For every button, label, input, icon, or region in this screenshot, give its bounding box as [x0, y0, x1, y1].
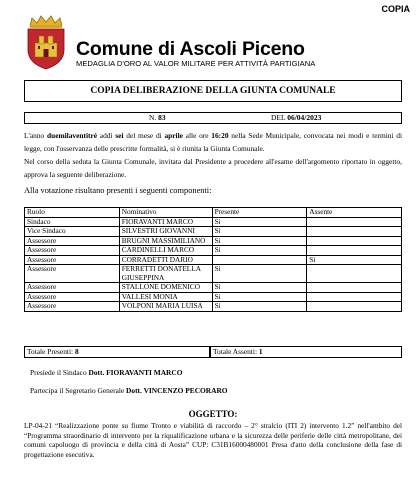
total-present: Totale Presenti: 8 [24, 346, 210, 358]
table-row [25, 265, 402, 283]
header-name: Nominativo [119, 208, 212, 218]
header-present: Presente [212, 208, 307, 218]
subject-title: OGGETTO: [188, 409, 238, 419]
intro-segment: sei [115, 131, 124, 140]
chair-line: Presiede il Sindaco Dott. FIORAVANTI MARCO [30, 368, 183, 377]
cell-role: Assessore [25, 255, 120, 265]
table-row [25, 227, 402, 237]
header-role: Ruolo [25, 208, 120, 218]
cell-role: Assessore [25, 265, 120, 283]
deliberation-number: N. 83 [149, 113, 166, 122]
intro-segment: L'anno [24, 131, 47, 140]
subject-text: LP-04-21 “Realizzazione ponte su fiume Tronto e viabilità di raccordo – 2° stralcio (ITI 2) intervento 1.2” nell'ambito del “Programma straordinario di intervento per la riqualificazione urbana e la sicurezza delle periferie delle città metropolitane, dei comuni capoluogo di provincia e della città di Aosta” CUP: C31B16000480001 Presa d'atto della conclusione della fase di progettazione esecutiva. [24, 421, 402, 459]
cell-absent [307, 236, 402, 246]
cell-absent [307, 227, 402, 237]
cell-role: Assessore [25, 246, 120, 256]
cell-present: Si [212, 283, 307, 293]
cell-role: Assessore [25, 236, 120, 246]
cell-present: Si [212, 227, 307, 237]
cell-name: VOLPONI MARIA LUISA [119, 302, 212, 312]
cell-name: VALLESI MONIA [119, 292, 212, 302]
cell-absent [307, 265, 402, 283]
cell-absent [307, 302, 402, 312]
total-absent: Totale Assenti: 1 [210, 346, 402, 358]
number-date-bar [24, 112, 402, 124]
table-row [25, 255, 402, 265]
cell-present: Si [212, 246, 307, 256]
copy-mark: COPIA [381, 4, 410, 14]
table-row [25, 283, 402, 293]
cell-absent [307, 292, 402, 302]
deliberation-date: DEL 06/04/2023 [271, 113, 322, 122]
table-row [25, 302, 402, 312]
cell-present: Si [212, 302, 307, 312]
table-header-row [25, 208, 402, 218]
cell-role: Sindaco [25, 217, 120, 227]
cell-present: Si [212, 292, 307, 302]
cell-role: Vice Sindaco [25, 227, 120, 237]
cell-present: Si [212, 265, 307, 283]
cell-name: CORRADETTI DARIO [119, 255, 212, 265]
cell-name: CARDINELLI MARCO [119, 246, 212, 256]
document-title: COPIA DELIBERAZIONE DELLA GIUNTA COMUNALE [24, 80, 402, 102]
intro-paragraph [24, 130, 402, 155]
coat-of-arms-icon [24, 14, 68, 70]
table-row [25, 217, 402, 227]
cell-role: Assessore [25, 292, 120, 302]
intro-segment: nella Sede Municipale, convocata nei modi e termini di legge, con l'osservanza delle prescritte formalità, si è riunita la Giunta Comunale. [24, 131, 403, 153]
cell-present [212, 255, 307, 265]
intro-segment: addì [97, 131, 116, 140]
intro-segment: alle ore [182, 131, 212, 140]
intro-segment: 16:20 [211, 131, 229, 140]
cell-absent [307, 246, 402, 256]
cell-name: SILVESTRI GIOVANNI [119, 227, 212, 237]
cell-absent [307, 217, 402, 227]
vote-paragraph: Alla votazione risultano presenti i seguenti componenti: [24, 186, 212, 195]
procedure-paragraph: Nel corso della seduta la Giunta Comunale, invitata dal Presidente a procedere all'esame dell'argomento riportato in oggetto, approva la seguente deliberazione. [24, 157, 402, 179]
cell-name: FERRETTI DONATELLA GIUSEPPINA [119, 265, 212, 283]
city-name: Comune di Ascoli Piceno [76, 38, 305, 60]
header-absent: Assente [307, 208, 402, 218]
cell-absent: Si [307, 255, 402, 265]
medal-subtitle: MEDAGLIA D'ORO AL VALOR MILITARE PER ATTIVITÀ PARTIGIANA [76, 59, 316, 68]
cell-role: Assessore [25, 283, 120, 293]
intro-segment: del mese di [123, 131, 165, 140]
table-row [25, 246, 402, 256]
cell-present: Si [212, 217, 307, 227]
table-row [25, 292, 402, 302]
cell-absent [307, 283, 402, 293]
secretary-line: Partecipa il Segretario Generale Dott. VINCENZO PECORARO [30, 386, 228, 395]
intro-segment: aprile [164, 131, 183, 140]
cell-present: Si [212, 236, 307, 246]
cell-name: FIORAVANTI MARCO [119, 217, 212, 227]
cell-name: STALLONE DOMENICO [119, 283, 212, 293]
cell-role: Assessore [25, 302, 120, 312]
cell-name: BRUGNI MASSIMILIANO [119, 236, 212, 246]
table-row [25, 236, 402, 246]
members-table [24, 207, 402, 312]
intro-segment: duemilaventitré [46, 131, 98, 140]
